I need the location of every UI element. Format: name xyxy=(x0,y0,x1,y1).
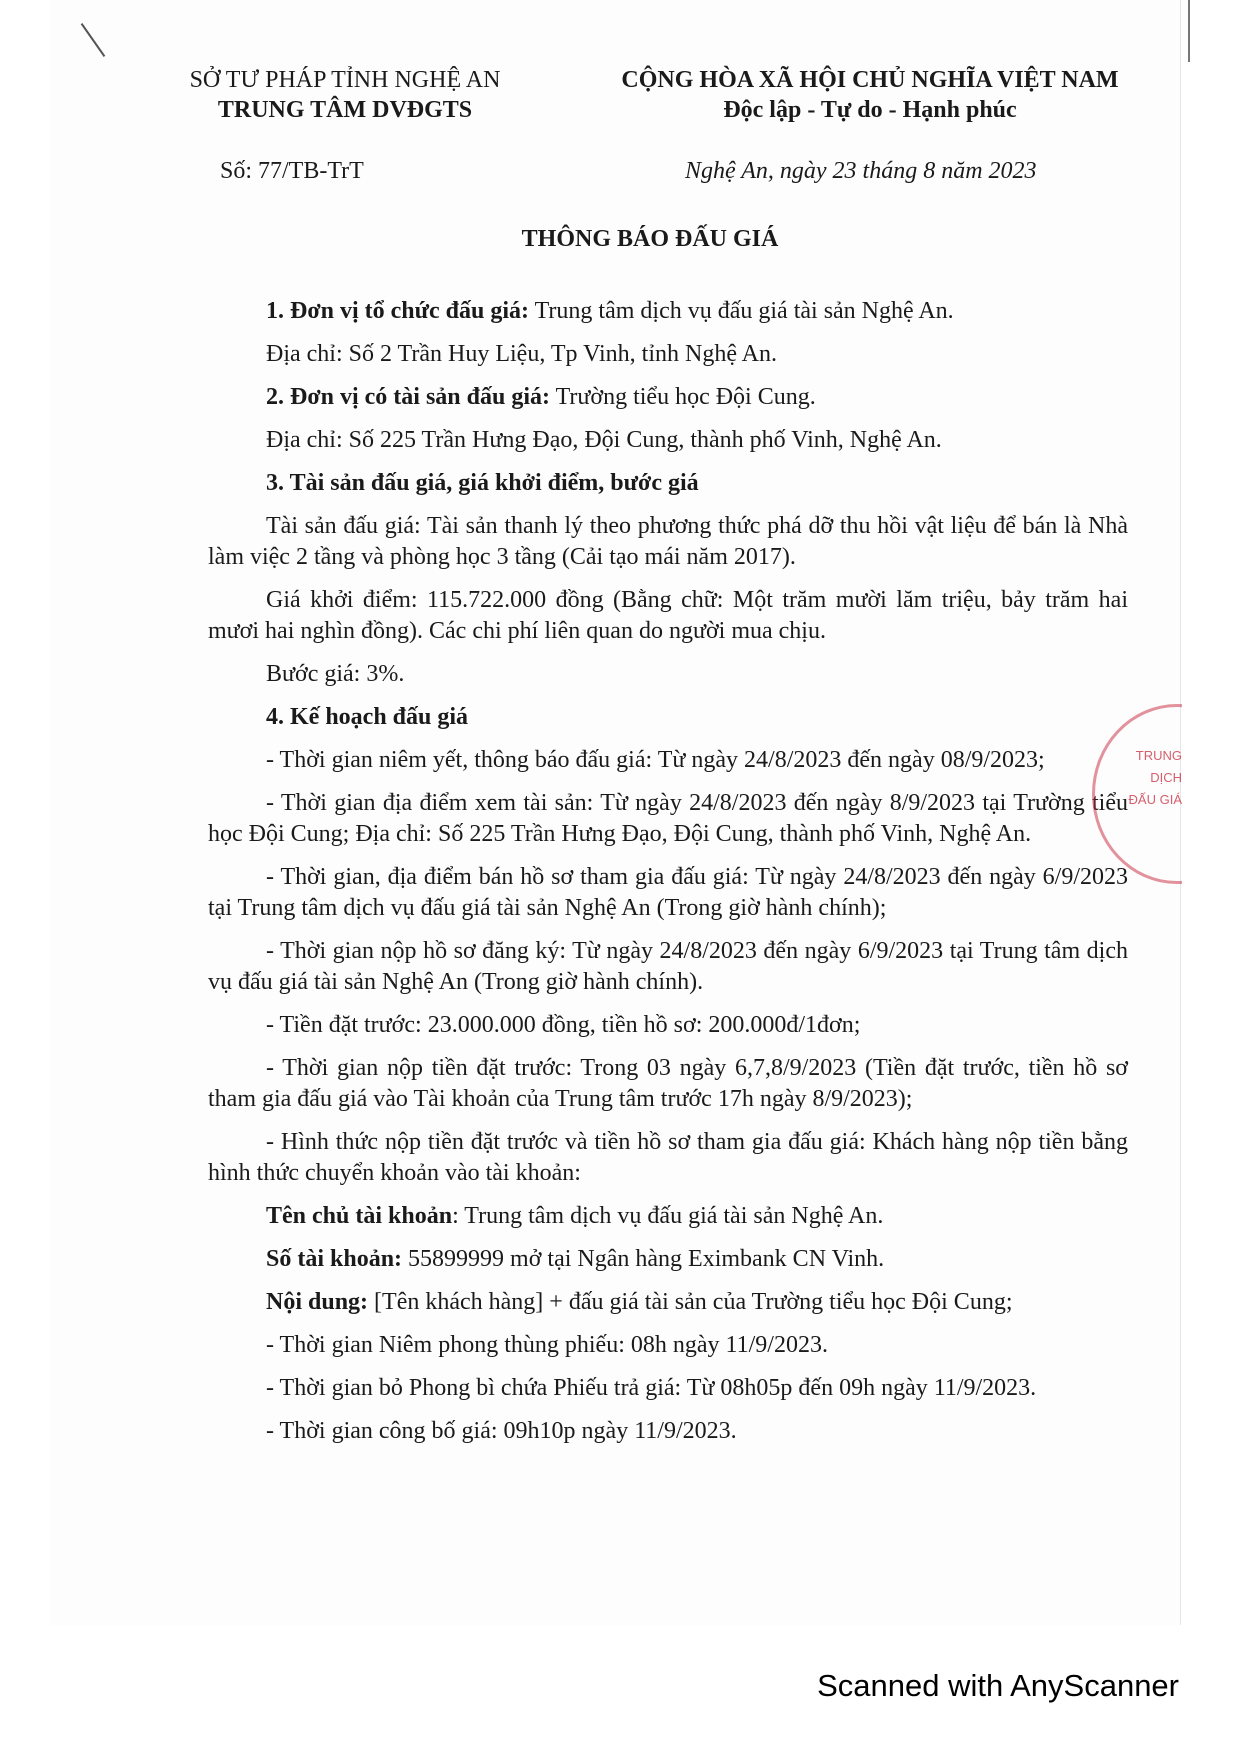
plan-item: - Thời gian công bố giá: 09h10p ngày 11/9/2023. xyxy=(266,1418,737,1444)
plan-item: - Thời gian nộp tiền đặt trước: Trong 03 ngày 6,7,8/9/2023 (Tiền đặt trước, tiền hồ sơ tham gia đấu giá vào Tài khoản của Trung tâm trước 17h ngày 8/9/2023); xyxy=(208,1055,1128,1112)
section-1-label: 1. Đơn vị tổ chức đấu giá: xyxy=(266,298,530,324)
document-body xyxy=(208,296,1128,1459)
account-name-text: : Trung tâm dịch vụ đấu giá tài sản Nghệ An. xyxy=(452,1203,884,1229)
transfer-content-label: Nội dung: xyxy=(266,1289,369,1315)
account-name xyxy=(208,1201,1128,1232)
seal-text: TRUNG DỊCH ĐẤU GIÁ xyxy=(1128,748,1182,807)
plan-item: - Thời gian Niêm phong thùng phiếu: 08h ngày 11/9/2023. xyxy=(266,1332,828,1358)
issuer-block xyxy=(155,65,535,125)
plan-item: - Thời gian nộp hồ sơ đăng ký: Từ ngày 24/8/2023 đến ngày 6/9/2023 tại Trung tâm dịch vụ đấu giá tài sản Nghệ An (Trong giờ hành chính). xyxy=(208,938,1128,995)
section-1-text: Trung tâm dịch vụ đấu giá tài sản Nghệ An. xyxy=(529,298,954,324)
section-3-label: 3. Tài sản đấu giá, giá khởi điểm, bước giá xyxy=(266,470,699,496)
plan-item: - Tiền đặt trước: 23.000.000 đồng, tiền hồ sơ: 200.000đ/1đơn; xyxy=(266,1012,861,1038)
section-1-address: Địa chỉ: Số 2 Trần Huy Liệu, Tp Vinh, tỉnh Nghệ An. xyxy=(266,341,778,367)
plan-item: - Thời gian, địa điểm bán hồ sơ tham gia đấu giá: Từ ngày 24/8/2023 đến ngày 6/9/2023 tại Trung tâm dịch vụ đấu giá tài sản Nghệ An (Trong giờ hành chính); xyxy=(208,864,1128,921)
account-number xyxy=(208,1244,1128,1275)
account-number-text: 55899999 mở tại Ngân hàng Eximbank CN Vinh. xyxy=(402,1246,885,1272)
document-title: THÔNG BÁO ĐẤU GIÁ xyxy=(521,226,779,252)
issuer-center: TRUNG TÂM DVĐGTS xyxy=(217,97,473,123)
scanner-watermark: Scanned with AnyScanner xyxy=(817,1668,1179,1703)
section-2-address: Địa chỉ: Số 225 Trần Hưng Đạo, Đội Cung, thành phố Vinh, Nghệ An. xyxy=(266,427,942,453)
country-name: CỘNG HÒA XÃ HỘI CHỦ NGHĨA VIỆT NAM xyxy=(621,67,1119,93)
plan-item: - Thời gian bỏ Phong bì chứa Phiếu trả giá: Từ 08h05p đến 09h ngày 11/9/2023. xyxy=(266,1375,1037,1401)
plan-item: - Thời gian niêm yết, thông báo đấu giá: Từ ngày 24/8/2023 đến ngày 08/9/2023; xyxy=(266,747,1045,773)
section-2-label: 2. Đơn vị có tài sản đấu giá: xyxy=(266,384,550,410)
asset-description: Tài sản đấu giá: Tài sản thanh lý theo phương thức phá dỡ thu hồi vật liệu để bán là Nhà làm việc 2 tầng và phòng học 3 tầng (Cải tạo mái năm 2017). xyxy=(208,513,1128,570)
section-2 xyxy=(208,382,1128,413)
plan-item: - Thời gian địa điểm xem tài sản: Từ ngày 24/8/2023 đến ngày 8/9/2023 tại Trường tiểu học Đội Cung; Địa chỉ: Số 225 Trần Hưng Đạo, Đội Cung, thành phố Vinh, Nghệ An. xyxy=(208,790,1128,847)
bid-step: Bước giá: 3%. xyxy=(266,661,405,687)
place-date: Nghệ An, ngày 23 tháng 8 năm 2023 xyxy=(685,158,1037,184)
account-number-label: Số tài khoản: xyxy=(266,1246,403,1272)
section-2-text: Trường tiểu học Đội Cung. xyxy=(550,384,816,410)
page-edge-line xyxy=(1188,0,1190,62)
account-name-label: Tên chủ tài khoản xyxy=(266,1203,453,1229)
issuer-department: SỞ TƯ PHÁP TỈNH NGHỆ AN xyxy=(189,67,501,93)
section-4-label: 4. Kế hoạch đấu giá xyxy=(266,704,469,730)
transfer-content xyxy=(208,1287,1128,1318)
national-heading xyxy=(590,65,1150,125)
plan-item: - Hình thức nộp tiền đặt trước và tiền hồ sơ tham gia đấu giá: Khách hàng nộp tiền bằng hình thức chuyển khoản vào tài khoản: xyxy=(208,1129,1128,1186)
section-1 xyxy=(208,296,1128,327)
starting-price: Giá khởi điểm: 115.722.000 đồng (Bằng chữ: Một trăm mười lăm triệu, bảy trăm hai mươi hai nghìn đồng). Các chi phí liên quan do người mua chịu. xyxy=(208,587,1128,644)
document-number: Số: 77/TB-TrT xyxy=(220,158,364,184)
national-motto: Độc lập - Tự do - Hạnh phúc xyxy=(723,97,1017,123)
transfer-content-text: [Tên khách hàng] + đấu giá tài sản của Trường tiểu học Đội Cung; xyxy=(368,1289,1013,1315)
